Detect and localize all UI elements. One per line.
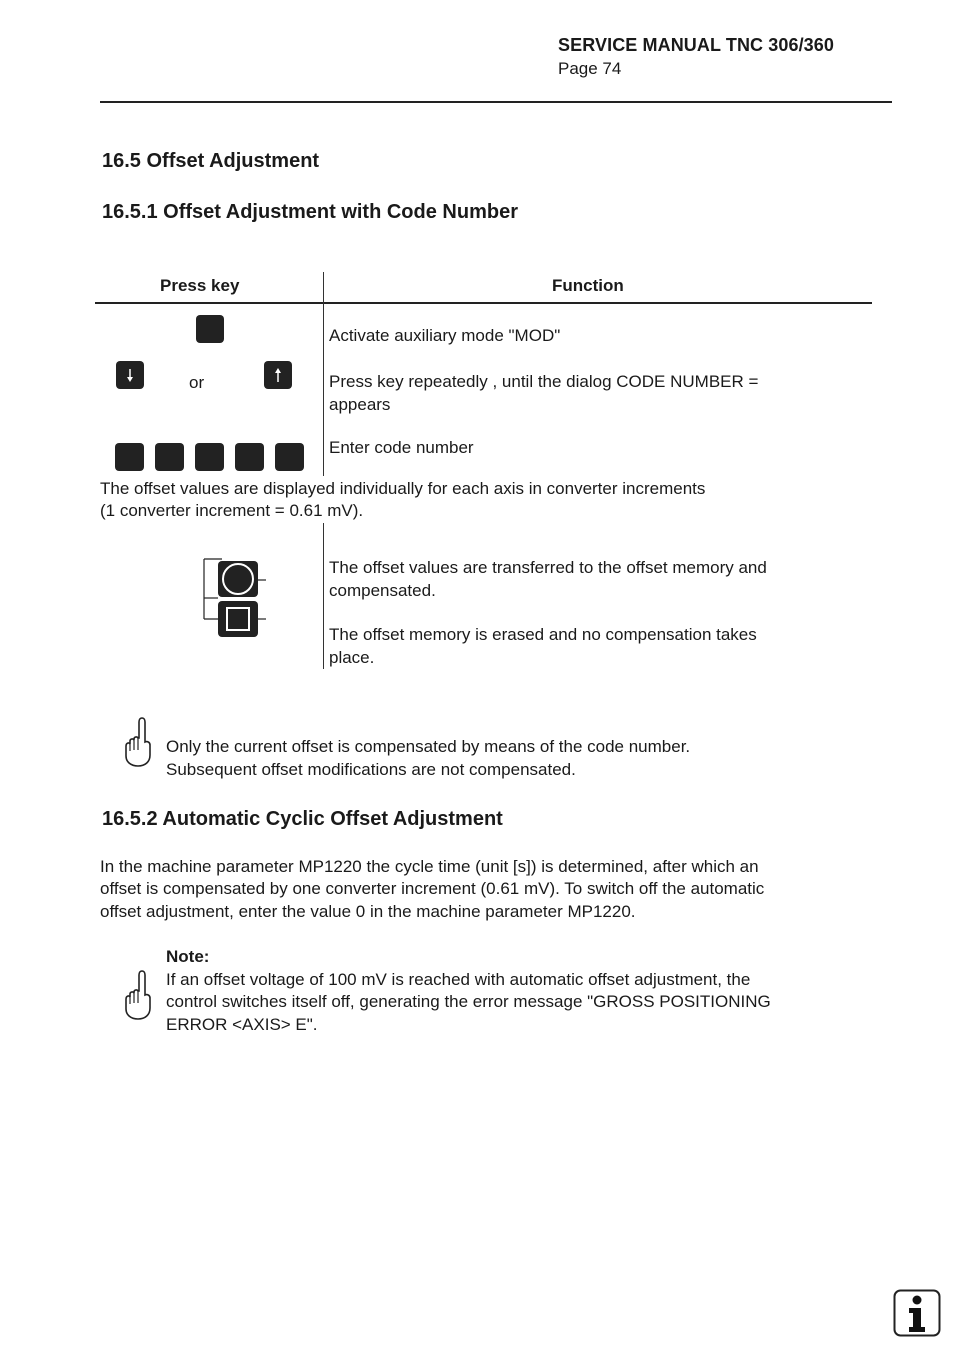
pointing-hand-icon [120, 715, 156, 769]
page-number: Page 74 [558, 59, 622, 78]
hint-line1: Only the current offset is compensated by means of the code number. [166, 737, 691, 756]
paragraph-line2: offset is compensated by one converter increment (0.61 mV). To switch off the automatic [100, 879, 765, 898]
manual-title: SERVICE MANUAL TNC 306/360 [558, 35, 835, 55]
arrow-down-key[interactable] [116, 361, 144, 389]
arrow-down-icon [116, 361, 144, 389]
code-digit-key[interactable] [275, 443, 304, 471]
code-digit-key[interactable] [155, 443, 184, 471]
code-digit-key[interactable] [195, 443, 224, 471]
mod-key[interactable] [196, 315, 224, 343]
table-column-divider [323, 272, 324, 476]
table-header-rule [95, 302, 872, 304]
column-header-press-key: Press key [160, 276, 240, 295]
hint-line2: Subsequent offset modifications are not compensated. [166, 760, 576, 779]
section-heading-offset-adjustment: 16.5 Offset Adjustment [102, 150, 320, 172]
paragraph-line3: offset adjustment, enter the value 0 in the machine parameter MP1220. [100, 902, 636, 921]
arrow-up-key[interactable] [264, 361, 292, 389]
function-activate-mod: Activate auxiliary mode "MOD" [329, 326, 561, 345]
pointing-hand-icon [120, 968, 156, 1022]
function-transfer-line1: The offset values are transferred to the offset memory and [329, 558, 767, 577]
offset-display-note-line1: The offset values are displayed individually for each axis in converter increments [100, 479, 706, 498]
code-digit-key[interactable] [115, 443, 144, 471]
info-icon[interactable] [893, 1289, 941, 1337]
offset-display-note-line2: (1 converter increment = 0.61 mV). [100, 501, 364, 520]
function-press-repeatedly-line1: Press key repeatedly , until the dialog CODE NUMBER = [329, 372, 759, 391]
table-column-divider-2 [323, 523, 324, 669]
section-heading-automatic-cyclic: 16.5.2 Automatic Cyclic Offset Adjustment [102, 808, 503, 830]
code-digit-key[interactable] [235, 443, 264, 471]
function-transfer-line2: compensated. [329, 581, 436, 600]
function-erase-line2: place. [329, 648, 375, 667]
note-line1: If an offset voltage of 100 mV is reached with automatic offset adjustment, the [166, 970, 751, 989]
note-line2: control switches itself off, generating the error message "GROSS POSITIONING [166, 992, 771, 1011]
transfer-softkey[interactable] [218, 561, 258, 597]
square-icon [218, 601, 258, 637]
function-press-repeatedly-line2: appears [329, 395, 391, 414]
arrow-up-icon [264, 361, 292, 389]
function-erase-line1: The offset memory is erased and no compensation takes [329, 625, 757, 644]
column-header-function: Function [552, 276, 624, 295]
header-divider [100, 101, 892, 103]
erase-softkey[interactable] [218, 601, 258, 637]
note-title: Note: [166, 947, 210, 966]
circle-icon [218, 561, 258, 597]
section-heading-code-number: 16.5.1 Offset Adjustment with Code Number [102, 201, 518, 223]
function-enter-code: Enter code number [329, 438, 474, 457]
paragraph-line1: In the machine parameter MP1220 the cycle time (unit [s]) is determined, after which an [100, 857, 759, 876]
or-label: or [189, 373, 205, 392]
note-line3: ERROR <AXIS> E". [166, 1015, 318, 1034]
